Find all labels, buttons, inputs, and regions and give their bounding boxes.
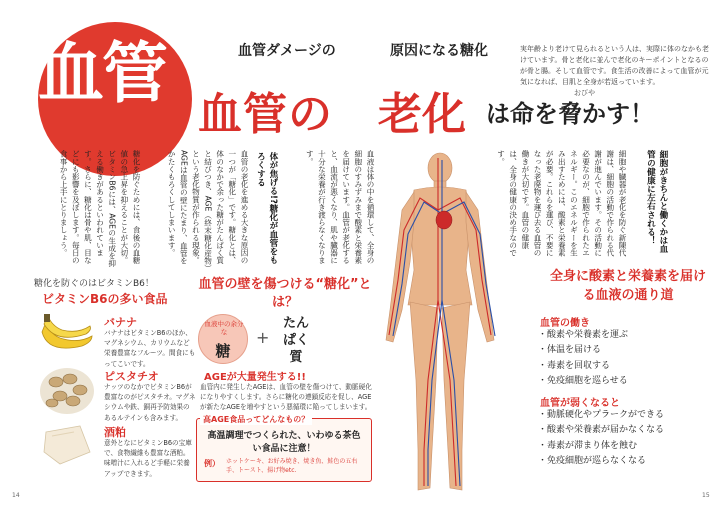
intro-paragraph: 実年齢より老けて見られるという人は、実際に体のなかも老けています。骨と老化に並んで老化のキーポイントとなるのが骨と腸。そして血管です。食生活の改善によって血管が元気になれば、目肌と全身が若返っています。 xyxy=(520,45,709,86)
main-title-part-a: 血管の xyxy=(198,89,333,140)
list-item: ・ 酸素や栄養素が届かなくなる xyxy=(538,423,664,438)
food-name-banana: バナナ xyxy=(104,316,137,329)
subtitle-left: 血管ダメージの xyxy=(238,43,336,59)
list-item: ・ 酸素や栄養素を運ぶ xyxy=(538,328,628,343)
body-heading-right: 細胞がきちんと働くかは血管の健康に左右される！ xyxy=(645,150,668,254)
b6-title: ビタミンB6の多い食品 xyxy=(42,292,168,306)
body-column-right: 細胞や臓器が老化を防ぐ新陳代謝は、細胞の活動で作られる代謝が進んでいます。その活動に必要なのが、細胞で作られたエネルギー。このエネルギーを生み出すためには、酸素と栄養素が必要。これらを運び、不要になった老廃物を運び去る血管の働きが大切です。血管の健康は、全身の健康の決め手なのです。 xyxy=(496,150,627,257)
sugar-label: 糖 xyxy=(215,342,231,360)
list-item: ・ 毒素が滞まり体を蝕む xyxy=(538,439,664,454)
body-column-left: 血管の老化を進める大きな原因の一つが「糖化」です。糖化とは、体のなかで余った糖がたんぱく質と結びつき、AGE（終末糖化産物）という老化物質が作られる現象。AGEは血管の壁にたまり、血管をかたくもろくしてしまいます。 xyxy=(167,150,249,269)
hero-circle-text: 血管 xyxy=(38,34,166,112)
pistachio-image xyxy=(38,366,96,416)
food-desc-banana: バナナはビタミンB6のほか、マグネシウム、カリウムなど栄養豊富なフルーツ。間食にもってこいです。 xyxy=(104,329,196,368)
example-text: ホットケーキ、お好み焼き、焼き魚、鮭色の五右手、トースト、揚げ物etc. xyxy=(226,458,358,474)
list-item: ・ 動脈硬化やプラークができる xyxy=(538,408,664,423)
weak-vessel-list xyxy=(538,408,664,469)
banana-image xyxy=(38,310,96,358)
weak-vessel-heading: 血管が弱くなると xyxy=(540,398,620,409)
food-desc-pistachio: ナッツのなかでビタミンB6が豊富なのがピスタチオ。マグネシウムや鉄、銅再予防効果のあるルテインも含みます。 xyxy=(104,383,196,422)
body-column-middle: 血液は体の中を循環して、全身の細胞のすみずみまで酸素と栄養素を届けています。血管が老化すると、血流が悪くなり、肌や臓器に十分な栄養が行き渡らなくなります。 xyxy=(305,150,375,264)
b6-kicker: 糖化を防ぐのはビタミンB6！ xyxy=(34,279,154,289)
food-name-pistachio: ピスタチオ xyxy=(104,370,159,383)
high-age-food-question: 高AGE食品ってどんなもの？ xyxy=(200,414,312,425)
vessel-function-heading: 血管の働き xyxy=(540,318,590,329)
vessel-function-list xyxy=(538,328,628,389)
protein-label: たんぱく質 xyxy=(282,316,309,365)
right-panel-title: 全身に酸素と栄養素を届ける血液の通り道 xyxy=(549,269,706,303)
food-desc-sake-lees: 意外となにビタミンB6の宝庫で、食物繊維も豊富な酒粕。味噌汁に入れるど手軽に栄養アップできます。 xyxy=(104,439,192,478)
sugar-small-label: 血液中の余分な xyxy=(204,320,244,337)
body-column-left-2: 糖化を防ぐためには、食後の血糖値の急上昇を抑えることが大切。ビタミンB6には、AGEの生成を抑える働きがあるといわれています。さらに、糖化は骨や肌、目などにも影響を及ぼします。毎日の食事から上手にとりましょう。 xyxy=(59,150,141,267)
plus-sign: + xyxy=(256,328,270,347)
list-item: ・ 毒素を回収する xyxy=(538,359,628,374)
food-name-sake-lees: 酒粕 xyxy=(104,426,126,439)
sake-lees-image xyxy=(40,422,94,468)
list-item: ・ 免疫細胞が巡らなくなる xyxy=(538,454,664,469)
main-title-part-c: は命を脅かす！ xyxy=(486,99,654,128)
furigana: おびや xyxy=(574,89,595,97)
age-heading: AGEが大量発生する!! xyxy=(204,372,306,383)
list-item: ・ 免疫細胞を巡らせる xyxy=(538,374,628,389)
high-age-food-headline: 高温調理でつくられた、いわゆる茶色い食品に注意！ xyxy=(207,431,361,455)
main-title-part-b: 老化 xyxy=(378,89,466,140)
age-body: 血管内に発生したAGEは、血管の壁を傷つけて、動脈硬化になりやすくします。さらに糖化の連鎖反応を促し、AGEが新たなAGEを増やすという悪循環に陥ってしまいます。 xyxy=(200,383,372,412)
circulatory-system-illustration xyxy=(380,150,500,500)
page-number-right: 15 xyxy=(702,492,710,499)
subtitle-right: 原因になる糖化 xyxy=(390,43,488,59)
list-item: ・ 体温を届ける xyxy=(538,343,628,358)
body-heading-left: 体が焦げる!?糖化が血管をもろくする xyxy=(255,152,278,265)
glycation-title: 血管の壁を傷つける“糖化”とは？ xyxy=(198,277,372,311)
page-number-left: 14 xyxy=(12,492,20,499)
example-label: 例） xyxy=(204,459,220,468)
